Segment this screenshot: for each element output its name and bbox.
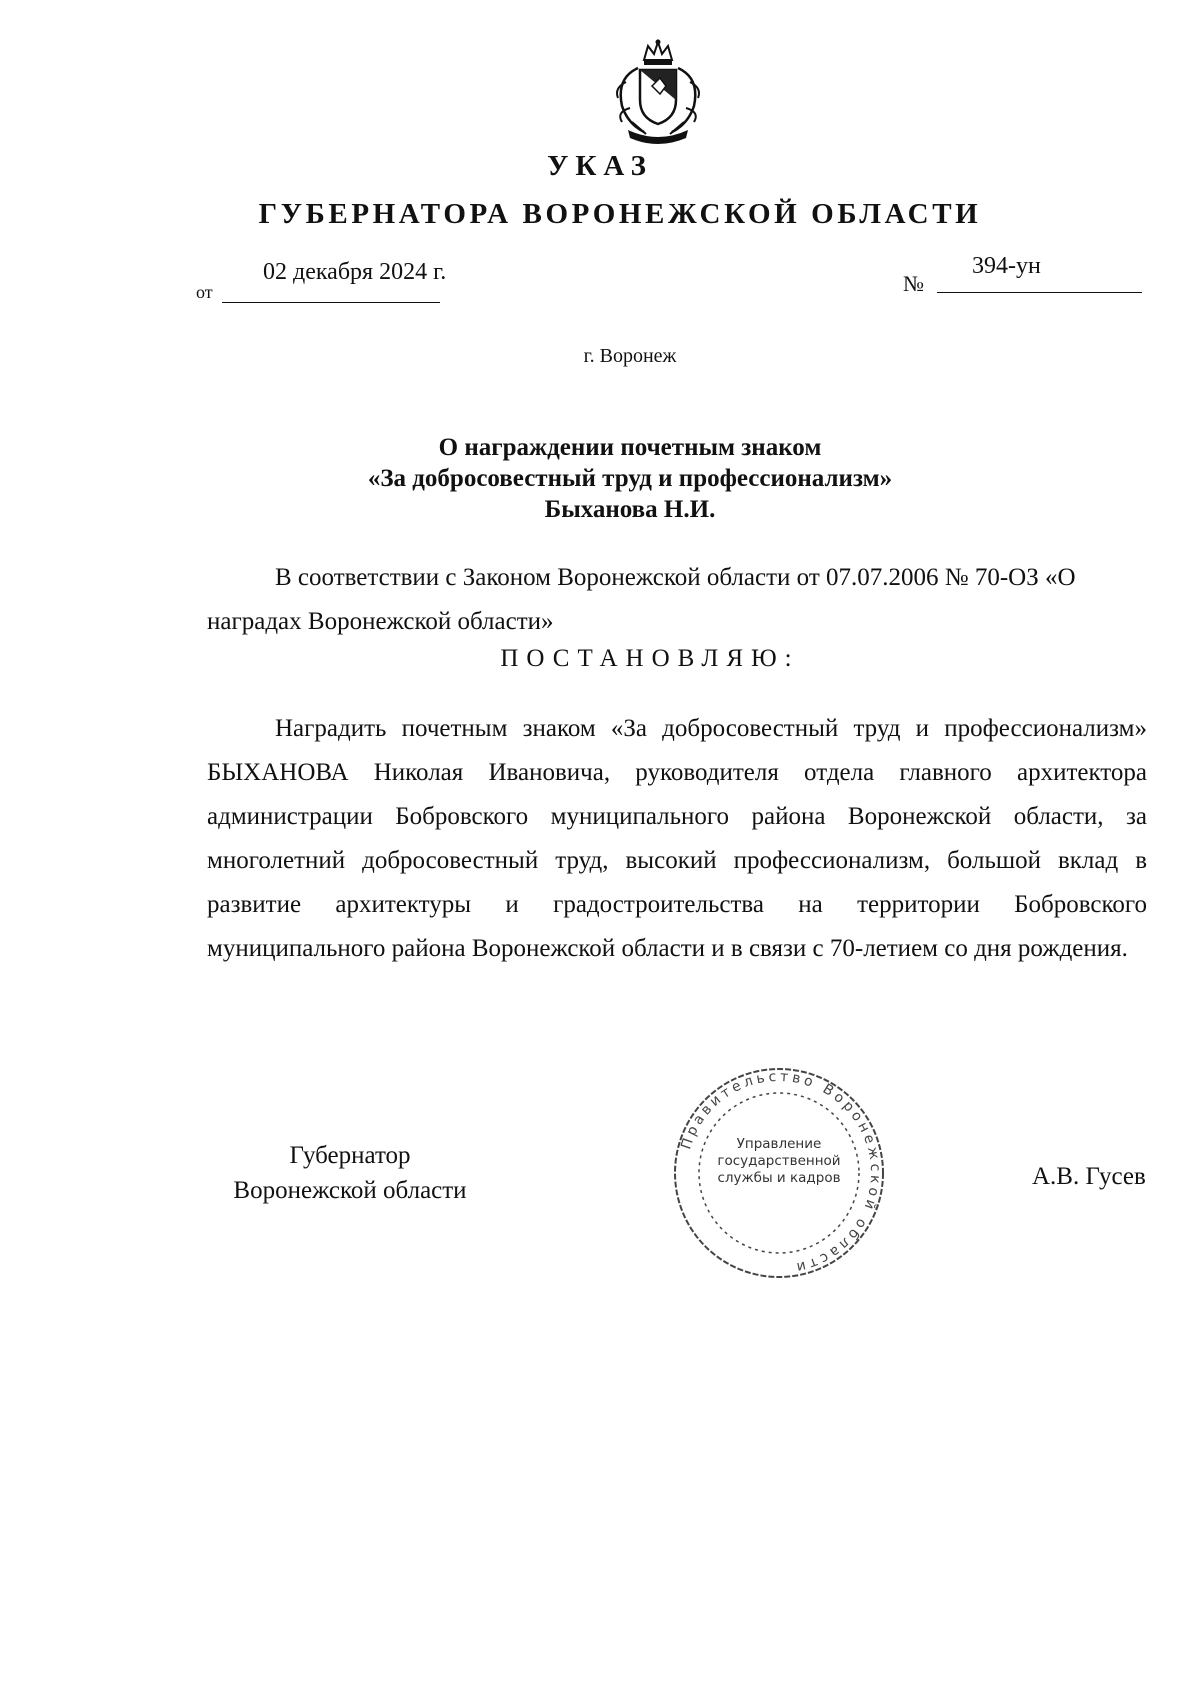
subject-line-3: Быханова Н.И.	[544, 496, 716, 523]
stamp-center-line-2: государственной	[717, 1153, 841, 1169]
stamp-center-line-1: Управление	[736, 1136, 822, 1152]
date-label: от	[196, 282, 213, 302]
official-stamp	[668, 1062, 890, 1284]
signatory-position	[210, 1138, 490, 1208]
stamp-center-text	[668, 1136, 890, 1187]
decree-keyword: ПОСТАНОВЛЯЮ:	[500, 645, 800, 672]
signatory-position-line-2: Воронежской области	[233, 1177, 467, 1204]
stamp-ring-textpath: Правительство Воронежской области	[678, 1068, 884, 1276]
document-type-title: УКАЗ	[547, 150, 653, 182]
document-date: 02 декабря 2024 г.	[263, 259, 447, 285]
document-number: 394-ун	[972, 253, 1041, 279]
stamp-center-line-3: службы и кадров	[717, 1170, 841, 1186]
issuer-title: ГУБЕРНАТОРА ВОРОНЕЖСКОЙ ОБЛАСТИ	[258, 198, 982, 230]
coat-of-arms-emblem	[602, 38, 714, 150]
date-underline	[222, 302, 440, 303]
subject-line-2: «За добросовестный труд и профессионализм»	[367, 465, 893, 492]
resolution-paragraph: Наградить почетным знаком «За добросовестный труд и профессионализм» БЫХАНОВА Николая Ивановича, руководителя отдела главного архитектора администрации Бобровского муниципального района Воронежской области, за многолетний добросовестный труд, высокий профессионализм, большой вклад в развитие архитектуры и градостроительства на территории Бобровского муниципального района Воронежской области и в связи с 70-летием со дня рождения.	[207, 715, 1147, 962]
signatory-position-line-1: Губернатор	[289, 1142, 411, 1169]
number-underline	[937, 292, 1142, 293]
legal-basis-paragraph: В соответствии с Законом Воронежской области от 07.07.2006 № 70-ОЗ «О наградах Воронежской области»	[207, 564, 1076, 635]
number-label: №	[903, 271, 924, 296]
document-subject	[0, 432, 1200, 525]
document-city: г. Воронеж	[583, 345, 677, 367]
subject-line-1: О награждении почетным знаком	[438, 434, 822, 461]
signatory-name: А.В. Гусев	[1032, 1163, 1146, 1190]
